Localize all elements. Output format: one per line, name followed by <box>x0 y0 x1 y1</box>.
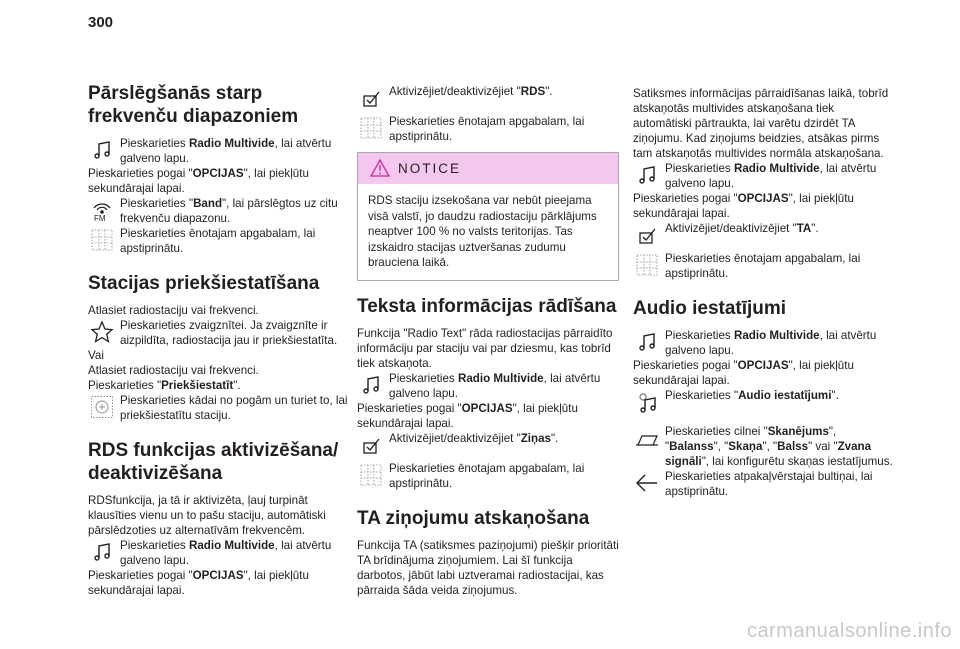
step-text: Aktivizējiet/deaktivizējiet "TA". <box>665 222 819 235</box>
step-open-radio <box>88 136 350 166</box>
heading-band-switch: Pārslēgšanās starp frekvenču diapazoniem <box>88 83 299 127</box>
heading-ta: TA ziņojumu atskaņošana <box>357 507 590 529</box>
step-text: Aktivizējiet/deaktivizējiet "Ziņas". <box>389 431 559 445</box>
step-toggle-rds <box>357 84 619 114</box>
tab-icon <box>635 426 659 450</box>
step-open-radio <box>633 328 895 358</box>
step-text: Aktivizējiet/deaktivizējiet "RDS". <box>389 85 553 98</box>
para-ta-intro: Funkcija TA (satiksmes paziņojumi) piešķir prioritāti TA brīdinājuma ziņojumiem. Lai šī funkcija darbotos, jābūt labi uztveramai radiostacijai, kas pārraida šāda veida ziņojumus. <box>357 538 619 597</box>
step-text: Pieskarieties Radio Multivide, lai atvērtu galveno lapu. <box>665 329 877 357</box>
shaded-area-icon <box>90 228 114 252</box>
step-confirm <box>88 226 350 256</box>
step-text: Pieskarieties ēnotajam apgabalam, lai apstiprinātu. <box>389 461 585 490</box>
fm-radio-icon <box>90 198 114 222</box>
audio-settings-icon <box>635 390 659 414</box>
step-text: Pieskarieties zvaigznītei. Ja zvaigznīte ir aizpildīta, radiostacija jau ir priekšiestatīta. <box>120 319 338 347</box>
music-note-icon <box>359 373 383 397</box>
shaded-area-icon <box>635 253 659 277</box>
step-text: Pieskarieties cilnei "Skanējums", "Balanss", "Skaņa", "Balss" vai "Zvana signāli", lai konfigurētu skaņas iestatījumus. <box>665 425 893 468</box>
notice-text: RDS staciju izsekošana var nebūt pieejama visā valstī, jo daudzu radiostaciju pārklājums neaptver 100 % no valsts teritorijas. Tas izskaidro stacijas uztveršanas zudumu brauciena laikā. <box>368 194 597 269</box>
step-confirm <box>357 461 619 491</box>
notice-title: NOTICE <box>398 161 462 176</box>
step-open-radio <box>633 161 895 191</box>
checkbox-icon <box>359 86 383 110</box>
step-toggle-ta <box>633 221 895 251</box>
step-text: Pieskarieties Radio Multivide, lai atvērtu galveno lapu. <box>389 371 601 400</box>
step-confirm <box>633 251 895 281</box>
column-2 <box>357 84 619 598</box>
para-options: Pieskarieties pogai "OPCIJAS", lai piekļūtu sekundārajai lapai. <box>88 569 309 597</box>
plus-circle-icon <box>90 395 114 419</box>
warning-triangle-icon <box>370 159 390 177</box>
shaded-area-icon <box>359 463 383 487</box>
para-rds-intro: RDSfunkcija, ja tā ir aktivizēta, ļauj turpināt klausīties vienu un to pašu staciju, automātiski pārslēdzoties uz alternatīvām frekvencēm. <box>88 494 326 537</box>
music-note-icon <box>635 163 659 187</box>
heading-radio-text: Teksta informācijas rādīšana <box>357 295 617 317</box>
step-hold-button <box>88 393 350 423</box>
heading-audio: Audio iestatījumi <box>633 298 787 319</box>
step-text: Pieskarieties atpakaļvērstajai bultiņai, lai apstiprinātu. <box>665 470 873 498</box>
step-open-radio <box>88 538 350 568</box>
column-3 <box>633 86 895 499</box>
para-select-station-2: Atlasiet radiostaciju vai frekvenci. <box>88 364 259 377</box>
step-band <box>88 196 350 226</box>
para-options: Pieskarieties pogai "OPCIJAS", lai piekļūtu sekundārajai lapai. <box>633 359 854 387</box>
svg-text:FM: FM <box>94 214 106 222</box>
step-star <box>88 318 350 348</box>
step-confirm <box>357 114 619 144</box>
step-text: Pieskarieties ēnotajam apgabalam, lai apstiprinātu. <box>120 227 316 255</box>
para-select-station: Atlasiet radiostaciju vai frekvenci. <box>88 304 259 317</box>
shaded-area-icon <box>359 116 383 140</box>
para-or: Vai <box>88 349 104 362</box>
step-open-radio <box>357 371 619 401</box>
back-arrow-icon <box>635 471 659 495</box>
step-text: Pieskarieties "Band", lai pārslēgtos uz citu frekvenču diapazonu. <box>120 197 338 225</box>
step-toggle-news <box>357 431 619 461</box>
para-options: Pieskarieties pogai "OPCIJAS", lai piekļūtu sekundārajai lapai. <box>88 167 309 195</box>
step-audio-tabs <box>633 424 895 469</box>
checkbox-icon <box>359 433 383 457</box>
step-text: Pieskarieties ēnotajam apgabalam, lai apstiprinātu. <box>665 252 861 280</box>
checkbox-icon <box>635 223 659 247</box>
notice-box <box>357 152 619 281</box>
step-text: Pieskarieties Radio Multivide, lai atvērtu galveno lapu. <box>120 137 332 165</box>
star-icon <box>90 320 114 344</box>
step-text: Pieskarieties kādai no pogām un turiet to, lai priekšiestatītu staciju. <box>120 394 348 422</box>
step-text: Pieskarieties "Audio iestatījumi". <box>665 389 839 402</box>
column-1 <box>88 82 350 598</box>
para-ta-behaviour: Satiksmes informācijas pārraidīšanas laikā, tobrīd atskaņotās multivides atskaņošana tiek automātiski pārtraukta, lai varētu dzirdēt TA ziņojumu. Kad ziņojums beidzies, atsākas pirms tam atskaņotās multivides normāla atskaņošana. <box>633 87 889 160</box>
music-note-icon <box>90 540 114 564</box>
step-back-arrow <box>633 469 895 499</box>
para-options: Pieskarieties pogai "OPCIJAS", lai piekļūtu sekundārajai lapai. <box>357 401 578 430</box>
heading-rds: RDS funkcijas aktivizēšana/ deaktivizēšana <box>88 440 339 484</box>
music-note-icon <box>635 330 659 354</box>
para-options: Pieskarieties pogai "OPCIJAS", lai piekļūtu sekundārajai lapai. <box>633 192 854 220</box>
music-note-icon <box>90 138 114 162</box>
step-text: Pieskarieties Radio Multivide, lai atvērtu galveno lapu. <box>665 162 877 190</box>
para-preset-button: Pieskarieties "Priekšiestatīt". <box>88 379 241 392</box>
watermark: carmanualsonline.info <box>746 620 952 642</box>
page-number: 300 <box>88 14 114 31</box>
heading-preset: Stacijas priekšiestatīšana <box>88 273 320 294</box>
notice-header <box>358 153 618 184</box>
para-radio-text-intro: Funkcija "Radio Text" rāda radiostacijas pārraidīto informāciju par staciju vai par dziesmu, kas tobrīd tiek atskaņota. <box>357 326 613 370</box>
step-audio-settings <box>633 388 895 418</box>
step-text: Pieskarieties Radio Multivide, lai atvērtu galveno lapu. <box>120 539 332 567</box>
step-text: Pieskarieties ēnotajam apgabalam, lai apstiprinātu. <box>389 115 585 143</box>
